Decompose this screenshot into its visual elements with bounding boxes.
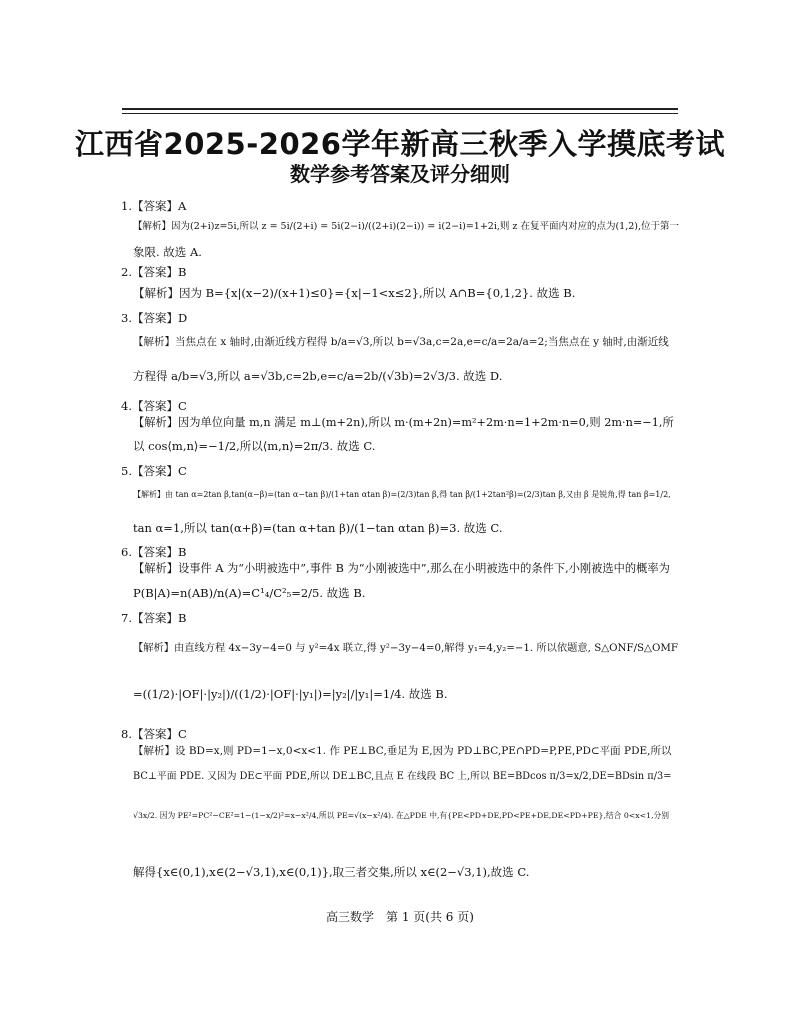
solution-line: 【解析】因为单位向量 m,n 满足 m⊥(m+2n),所以 m·(m+2n)=m²+2m·n=1+2m·n=0,则 2m·n=−1,所 <box>133 416 674 429</box>
solution-line: 象限. 故选 A. <box>133 245 202 259</box>
solution-line: √3x/2. 因为 PE²=PC²−CE²=1−(1−x/2)²=x−x²/4,所以 PE=√(x−x²/4). 在△PDE 中,有{PE<PD+DE,PD<PE+DE,DE<PD+PE},结合 0<x<1,分别 <box>133 811 670 820</box>
solution-line: 方程得 a/b=√3,所以 a=√3b,c=2b,e=c/a=2b/(√3b)=2√3/3. 故选 D. <box>133 369 503 383</box>
answer-line: 4.【答案】C <box>121 399 187 413</box>
solution-line: 【解析】设事件 A 为“小明被选中”,事件 B 为“小刚被选中”,那么在小明被选中的条件下,小刚被选中的概率为 <box>133 562 670 575</box>
solution-line: BC⊥平面 PDE. 又因为 DE⊂平面 PDE,所以 DE⊥BC,且点 E 在线段 BC 上,所以 BE=BDcos π/3=x/2,DE=BDsin π/3= <box>133 771 672 782</box>
solution-line: 以 cos⟨m,n⟩=−1/2,所以⟨m,n⟩=2π/3. 故选 C. <box>133 439 376 453</box>
answer-line: 5.【答案】C <box>121 464 187 478</box>
answer-line: 8.【答案】C <box>121 727 187 741</box>
solution-line: 【解析】因为(2+i)z=5i,所以 z = 5i/(2+i) = 5i(2−i)/((2+i)(2−i)) = i(2−i)=1+2i,则 z 在复平面内对应的点为(1,2),位于第一 <box>133 221 679 232</box>
solution-line: 【解析】因为 B={x|(x−2)/(x+1)≤0}={x|−1<x≤2},所以 A∩B={0,1,2}. 故选 B. <box>133 286 576 300</box>
solution-line: 【解析】由直线方程 4x−3y−4=0 与 y²=4x 联立,得 y²−3y−4=0,解得 y₁=4,y₂=−1. 所以依题意, S△ONF/S△OMF <box>133 642 678 654</box>
answer-line: 1.【答案】A <box>121 199 187 213</box>
page-title: 江西省2025-2026学年新高三秋季入学摸底考试 <box>75 127 725 161</box>
solution-line: 解得{x∈(0,1),x∈(2−√3,1),x∈(0,1)},取三者交集,所以 x∈(2−√3,1),故选 C. <box>133 865 530 879</box>
solution-line: P(B|A)=n(AB)/n(A)=C¹₄/C²₅=2/5. 故选 B. <box>133 586 366 600</box>
solution-line: 【解析】由 tan α=2tan β,tan(α−β)=(tan α−tan β)/(1+tan αtan β)=(2/3)tan β,得 tan β/(1+2tan²β)=(2/3)tan β,又由 β 是锐角,得 tan β=1/2, <box>133 490 671 499</box>
page-subtitle: 数学参考答案及评分细则 <box>290 162 510 186</box>
answer-line: 2.【答案】B <box>121 265 187 279</box>
solution-line: tan α=1,所以 tan(α+β)=(tan α+tan β)/(1−tan αtan β)=3. 故选 C. <box>133 521 503 535</box>
answer-line: 3.【答案】D <box>121 311 188 325</box>
page-footer: 高三数学 第 1 页(共 6 页) <box>326 910 474 924</box>
solution-line: 【解析】当焦点在 x 轴时,由渐近线方程得 b/a=√3,所以 b=√3a,c=2a,e=c/a=2a/a=2;当焦点在 y 轴时,由渐近线 <box>133 336 669 348</box>
answer-line: 7.【答案】B <box>121 611 187 625</box>
solution-line: =((1/2)·|OF|·|y₂|)/((1/2)·|OF|·|y₁|)=|y₂|/|y₁|=1/4. 故选 B. <box>133 687 448 701</box>
answer-line: 6.【答案】B <box>121 545 187 559</box>
solution-line: 【解析】设 BD=x,则 PD=1−x,0<x<1. 作 PE⊥BC,垂足为 E,因为 PD⊥BC,PE∩PD=P,PE,PD⊂平面 PDE,所以 <box>133 745 672 757</box>
